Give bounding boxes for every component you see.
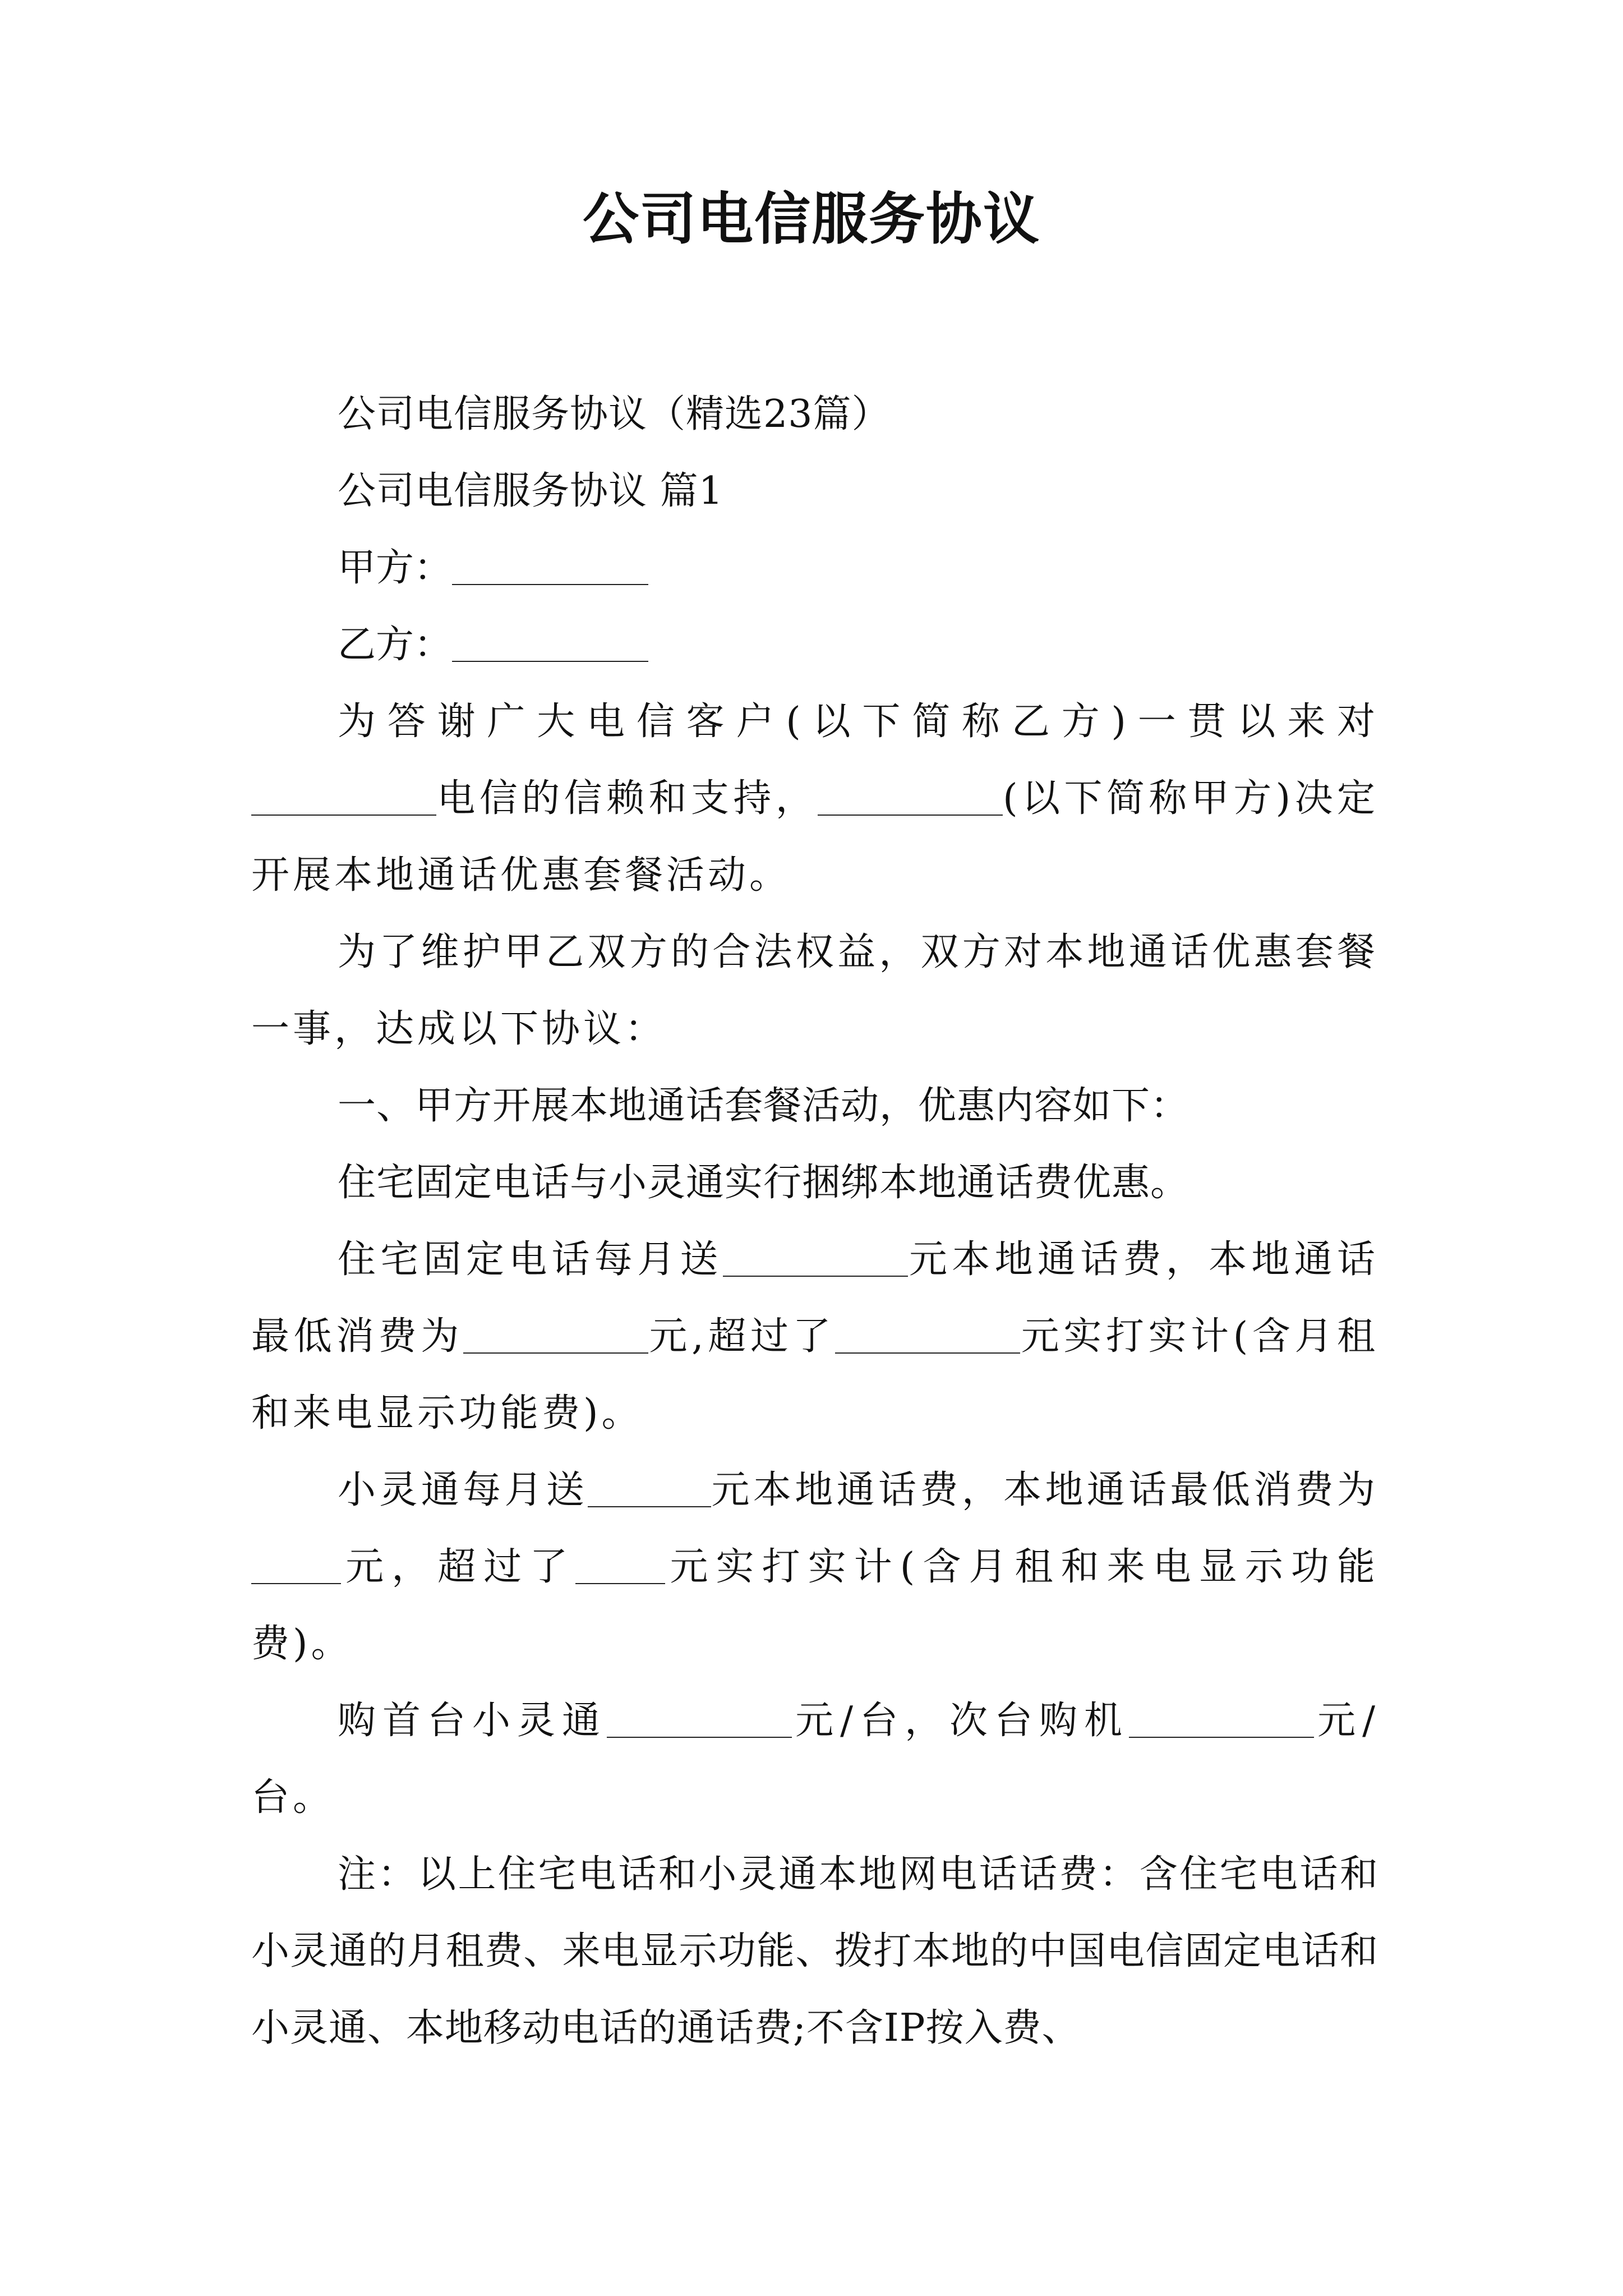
paragraph-text: 元/台。	[251, 1699, 1378, 1820]
paragraph-intro	[251, 683, 1378, 914]
party-b-line	[251, 606, 1378, 683]
paragraph-purpose: 为了维护甲乙双方的合法权益，双方对本地通话优惠套餐一事，达成以下协议：	[251, 930, 1378, 1051]
paragraph-text: 元本地通话费，本地通话最低消费为	[711, 1468, 1378, 1512]
document-body	[251, 376, 1378, 2067]
paragraph-text: 电信的信赖和支持，	[436, 776, 818, 821]
article-heading: 公司电信服务协议 篇1	[338, 469, 723, 513]
party-b-blank	[452, 623, 648, 662]
paragraph-bundle: 住宅固定电话与小灵通实行捆绑本地通话费优惠。	[338, 1161, 1189, 1205]
paragraph-text: 住宅固定电话每月送	[338, 1237, 723, 1282]
paragraph-note: 注：以上住宅电话和小灵通本地网电话话费：含住宅电话和小灵通的月租费、来电显示功能、拨打本地的中国电信固定电话和小灵通、本地移动电话的通话费;不含IP按入费、	[251, 1852, 1378, 2050]
blank-field	[607, 1699, 792, 1738]
paragraph-text: 元/台，次台购机	[792, 1699, 1129, 1743]
paragraph-text: 购首台小灵通	[338, 1699, 607, 1743]
blank-field	[251, 776, 436, 816]
paragraph-purchase	[251, 1682, 1378, 1836]
paragraph-text: 元，超过了	[341, 1545, 576, 1589]
blank-field	[575, 1545, 665, 1584]
blank-field	[723, 1237, 908, 1277]
party-a-line	[251, 530, 1378, 606]
paragraph-text: 小灵通每月送	[338, 1468, 588, 1512]
blank-field	[1129, 1699, 1314, 1738]
paragraph-text: 元本地通话费，本地通话最低消费为	[251, 1237, 1378, 1359]
blank-field	[818, 776, 1003, 816]
paragraph-text: 元实打实计(含月租和来电显示功能费)。	[251, 1314, 1378, 1435]
subtitle: 公司电信服务协议（精选23篇）	[338, 392, 891, 436]
paragraph-text: 为答谢广大电信客户(以下简称乙方)一贯以来对	[338, 700, 1378, 744]
paragraph-fixed-phone	[251, 1221, 1378, 1452]
party-a-blank	[452, 546, 648, 585]
blank-field	[463, 1314, 648, 1354]
blank-field	[588, 1468, 711, 1507]
paragraph-text: 元,超过了	[648, 1314, 836, 1359]
party-b-label: 乙方：	[338, 623, 453, 667]
blank-field	[251, 1545, 341, 1584]
paragraph-text: 元实打实计(含月租和来电显示功能费)。	[251, 1545, 1378, 1666]
document-title: 公司电信服务协议	[583, 186, 1040, 252]
party-a-label: 甲方：	[338, 546, 453, 590]
blank-field	[835, 1314, 1020, 1354]
paragraph-phs	[251, 1452, 1378, 1682]
paragraph-section-one: 一、甲方开展本地通话套餐活动，优惠内容如下：	[338, 1084, 1189, 1128]
paragraph-text: (以下简称甲方)决定开展本地通话优惠套餐活动。	[251, 776, 1378, 898]
